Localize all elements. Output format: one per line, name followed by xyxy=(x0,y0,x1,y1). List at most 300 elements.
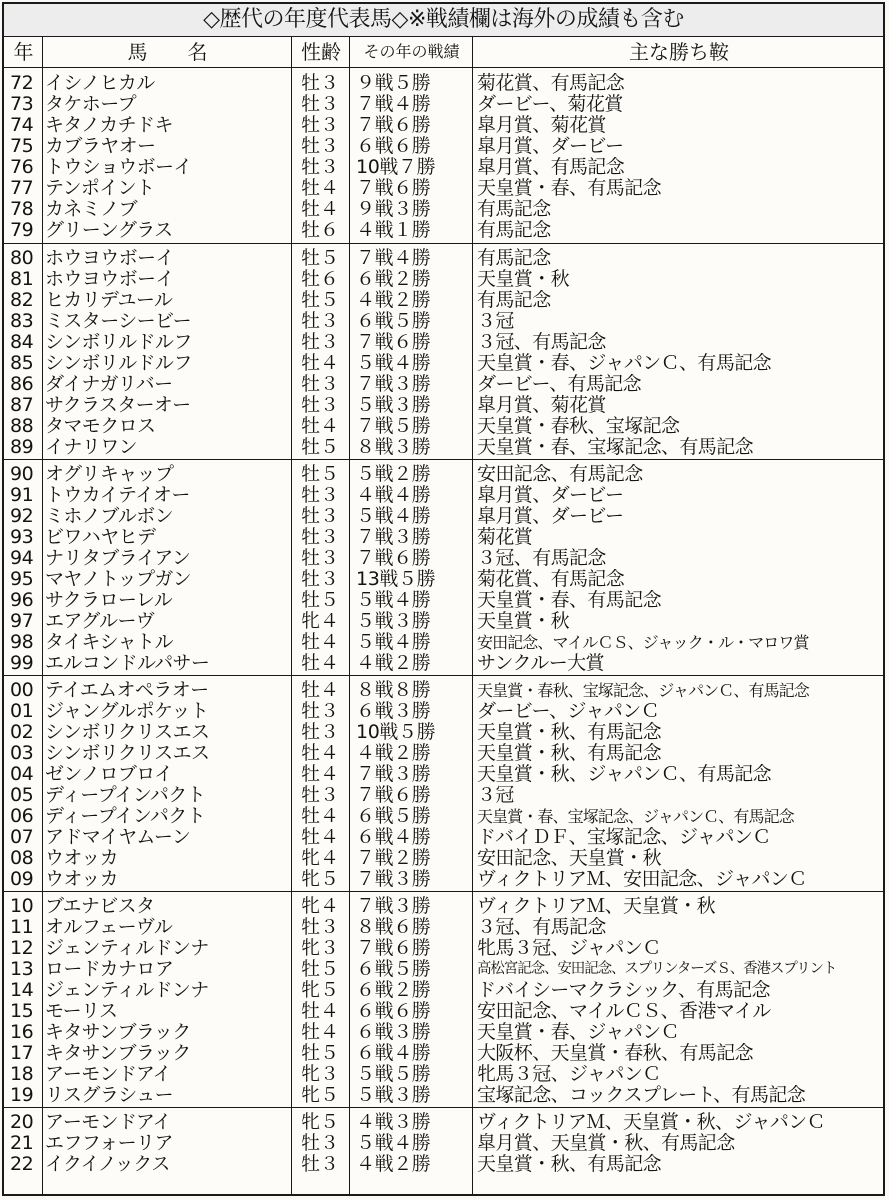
sex-age-cell: 牡３ xyxy=(300,568,339,590)
table-row xyxy=(4,569,883,590)
horse-name-cell: タケホープ xyxy=(45,93,137,115)
wins-cell: 天皇賞・春、宝塚記念、有馬記念 xyxy=(477,436,754,458)
wins-cell: 天皇賞・秋、有馬記念 xyxy=(477,721,662,743)
sex-age-cell: 牡４ xyxy=(300,1021,339,1043)
year-cell: 18 xyxy=(10,1063,34,1085)
table-row xyxy=(4,548,883,569)
record-cell: ４戦２勝 xyxy=(356,742,431,764)
record-cell: ８戦６勝 xyxy=(356,916,431,938)
wins-cell: 天皇賞・春秋、宝塚記念 xyxy=(477,415,680,437)
horse-name-cell: オルフェーヴル xyxy=(45,916,173,938)
table-row xyxy=(4,157,883,178)
year-cell: 76 xyxy=(10,156,34,178)
record-cell: ７戦６勝 xyxy=(356,177,431,199)
wins-cell: 天皇賞・春、ジャパンＣ xyxy=(477,1021,680,1043)
year-cell: 78 xyxy=(10,198,34,220)
sex-age-cell: 牡５ xyxy=(300,589,339,611)
sex-age-cell: 牡３ xyxy=(300,373,339,395)
year-cell: 10 xyxy=(10,895,34,917)
record-cell: ４戦２勝 xyxy=(356,289,431,311)
wins-cell: 天皇賞・春、有馬記念 xyxy=(477,177,662,199)
record-cell: ７戦３勝 xyxy=(356,868,431,890)
horse-name-cell: イナリワン xyxy=(45,436,138,458)
horse-name-cell: ミスターシービー xyxy=(45,310,192,332)
horse-name-cell: ジャングルポケット xyxy=(45,700,209,722)
sex-age-cell: 牡４ xyxy=(300,679,339,701)
award-table xyxy=(2,2,885,1196)
record-cell: ６戦３勝 xyxy=(356,1021,431,1043)
sex-age-cell: 牡５ xyxy=(300,436,339,458)
sex-age-cell: 牡５ xyxy=(300,247,339,269)
horse-name-cell: イシノヒカル xyxy=(45,72,155,94)
horse-name-cell: マヤノトップガン xyxy=(45,568,192,590)
record-cell: ５戦３勝 xyxy=(356,1084,431,1106)
sex-age-cell: 牡４ xyxy=(300,177,339,199)
horse-name-cell: モーリス xyxy=(45,1000,118,1022)
year-cell: 95 xyxy=(10,568,34,590)
year-cell: 94 xyxy=(10,547,34,569)
year-cell: 19 xyxy=(10,1084,34,1106)
wins-cell: ダービー、菊花賞 xyxy=(477,93,623,115)
table-row xyxy=(4,938,883,959)
header-record: その年の戦績 xyxy=(363,42,460,61)
record-cell: ６戦６勝 xyxy=(356,135,431,157)
year-cell: 75 xyxy=(10,135,34,157)
horse-name-cell: キタサンブラック xyxy=(45,1021,191,1043)
sex-age-cell: 牡４ xyxy=(300,1000,339,1022)
table-row xyxy=(4,827,883,848)
year-cell: 02 xyxy=(10,721,34,743)
header-wins: 主な勝ち鞍 xyxy=(629,40,729,64)
sex-age-cell: 牝４ xyxy=(300,895,339,917)
horse-name-cell: グリーングラス xyxy=(45,219,173,241)
decade-group xyxy=(4,891,883,1108)
table-row xyxy=(4,680,883,701)
horse-name-cell: ウオッカ xyxy=(45,847,119,869)
horse-name-cell: ホウヨウボーイ xyxy=(45,268,174,290)
record-cell: ７戦６勝 xyxy=(356,114,431,136)
table-row xyxy=(4,527,883,548)
year-cell: 06 xyxy=(10,805,34,827)
year-cell: 84 xyxy=(10,331,34,353)
horse-name-cell: テンポイント xyxy=(45,177,155,199)
sex-age-cell: 牡５ xyxy=(300,289,339,311)
year-cell: 91 xyxy=(10,484,34,506)
sex-age-cell: 牡３ xyxy=(300,156,339,178)
decade-group xyxy=(4,1107,883,1177)
year-cell: 90 xyxy=(10,463,34,485)
year-cell: 17 xyxy=(10,1042,34,1064)
sex-age-cell: 牡３ xyxy=(300,721,339,743)
sex-age-cell: 牡３ xyxy=(300,72,339,94)
record-cell: ７戦６勝 xyxy=(356,331,431,353)
wins-cell: 牝馬３冠、ジャパンＣ xyxy=(477,937,661,959)
wins-cell: 皐月賞、菊花賞 xyxy=(477,394,606,416)
sex-age-cell: 牡３ xyxy=(300,547,339,569)
horse-name-cell: ビワハヤヒデ xyxy=(45,526,156,548)
record-cell: ６戦６勝 xyxy=(356,1000,431,1022)
year-cell: 86 xyxy=(10,373,34,395)
year-cell: 77 xyxy=(10,177,34,199)
horse-name-cell: アドマイヤムーン xyxy=(45,826,191,848)
sex-age-cell: 牡４ xyxy=(300,198,339,220)
wins-cell: ヴィクトリアＭ、天皇賞・秋 xyxy=(477,895,716,917)
wins-cell: 大阪杯、天皇賞・春秋、有馬記念 xyxy=(477,1042,754,1064)
record-cell: ７戦３勝 xyxy=(356,526,431,548)
record-cell: ７戦５勝 xyxy=(356,415,431,437)
sex-age-cell: 牡４ xyxy=(300,826,339,848)
record-cell: 13戦５勝 xyxy=(356,568,436,590)
year-cell: 89 xyxy=(10,436,34,458)
year-cell: 01 xyxy=(10,700,34,722)
table-row xyxy=(4,220,883,241)
year-cell: 03 xyxy=(10,742,34,764)
table-row xyxy=(4,653,883,674)
table-row xyxy=(4,416,883,437)
horse-name-cell: キタノカチドキ xyxy=(45,114,173,136)
sex-age-cell: 牝５ xyxy=(300,1084,339,1106)
year-cell: 16 xyxy=(10,1021,34,1043)
sex-age-cell: 牝５ xyxy=(300,1111,339,1133)
record-cell: ４戦４勝 xyxy=(356,484,431,506)
sex-age-cell: 牡４ xyxy=(300,352,339,374)
record-cell: ７戦６勝 xyxy=(356,784,431,806)
year-cell: 05 xyxy=(10,784,34,806)
header-horse: 馬 名 xyxy=(127,40,208,64)
wins-cell: 皐月賞、菊花賞 xyxy=(477,114,606,136)
horse-name-cell: ディープインパクト xyxy=(45,805,206,827)
table-row xyxy=(4,248,883,269)
wins-cell: 安田記念、有馬記念 xyxy=(477,463,643,485)
record-cell: ５戦３勝 xyxy=(356,394,431,416)
record-cell: ７戦４勝 xyxy=(356,247,431,269)
year-cell: 20 xyxy=(10,1111,34,1133)
record-cell: ６戦５勝 xyxy=(356,805,431,827)
sex-age-cell: 牡５ xyxy=(300,958,339,980)
year-cell: 81 xyxy=(10,268,34,290)
sex-age-cell: 牡３ xyxy=(300,135,339,157)
table-row xyxy=(4,94,883,115)
horse-name-cell: オグリキャップ xyxy=(45,463,174,485)
year-cell: 98 xyxy=(10,631,34,653)
sex-age-cell: 牡６ xyxy=(300,268,339,290)
record-cell: ５戦４勝 xyxy=(356,352,431,374)
wins-cell: ヴィクトリアＭ、安田記念、ジャパンＣ xyxy=(477,868,807,890)
wins-cell: 天皇賞・秋、ジャパンＣ、有馬記念 xyxy=(477,763,772,785)
wins-cell: 天皇賞・春、有馬記念 xyxy=(477,589,662,611)
record-cell: ６戦５勝 xyxy=(356,310,431,332)
record-cell: ７戦４勝 xyxy=(356,93,431,115)
horse-name-cell: ゼンノロブロイ xyxy=(45,763,173,785)
horse-name-cell: ロードカナロア xyxy=(45,958,174,980)
wins-cell: 有馬記念 xyxy=(477,198,551,220)
horse-name-cell: カネミノブ xyxy=(45,198,138,220)
wins-cell: 天皇賞・春、宝塚記念、ジャパンＣ、有馬記念 xyxy=(477,807,794,826)
year-cell: 11 xyxy=(10,916,34,938)
horse-name-cell: シンボリルドルフ xyxy=(45,331,192,353)
wins-cell: サンクルー大賞 xyxy=(477,652,604,674)
wins-cell: ダービー、ジャパンＣ xyxy=(477,700,660,722)
record-cell: ４戦３勝 xyxy=(356,1111,431,1133)
table-row xyxy=(4,917,883,938)
horse-name-cell: トウショウボーイ xyxy=(45,156,192,178)
year-cell: 22 xyxy=(10,1153,34,1175)
year-cell: 96 xyxy=(10,589,34,611)
horse-name-cell: ウオッカ xyxy=(45,868,119,890)
table-row xyxy=(4,115,883,136)
year-cell: 80 xyxy=(10,247,34,269)
horse-name-cell: カブラヤオー xyxy=(45,135,156,157)
record-cell: ５戦４勝 xyxy=(356,631,431,653)
horse-name-cell: アーモンドアイ xyxy=(45,1111,171,1133)
wins-cell: ３冠、有馬記念 xyxy=(477,916,606,938)
header-sex-age: 性齢 xyxy=(301,40,341,64)
sex-age-cell: 牡４ xyxy=(300,652,339,674)
sex-age-cell: 牝４ xyxy=(300,847,339,869)
table-title: ◇歴代の年度代表馬◇※戦績欄は海外の成績も含む xyxy=(4,4,883,37)
wins-cell: 天皇賞・春秋、宝塚記念、ジャパンＣ、有馬記念 xyxy=(477,681,809,700)
horse-name-cell: シンボリクリスエス xyxy=(45,721,210,743)
horse-name-cell: ホウヨウボーイ xyxy=(45,247,174,269)
record-cell: ４戦２勝 xyxy=(356,652,431,674)
decade-group xyxy=(4,243,883,460)
decade-group xyxy=(4,459,883,676)
year-cell: 87 xyxy=(10,394,34,416)
sex-age-cell: 牡３ xyxy=(300,700,339,722)
table-row xyxy=(4,395,883,416)
year-cell: 15 xyxy=(10,1000,34,1022)
record-cell: ５戦４勝 xyxy=(356,589,431,611)
table-row xyxy=(4,1043,883,1064)
sex-age-cell: 牝５ xyxy=(300,979,339,1001)
table-row xyxy=(4,764,883,785)
year-cell: 00 xyxy=(10,679,34,701)
horse-name-cell: エルコンドルパサー xyxy=(45,652,210,674)
horse-name-cell: ジェンティルドンナ xyxy=(45,937,209,959)
table-row xyxy=(4,178,883,199)
horse-name-cell: ブエナビスタ xyxy=(45,895,155,917)
sex-age-cell: 牡４ xyxy=(300,763,339,785)
horse-name-cell: タマモクロス xyxy=(45,415,156,437)
horse-name-cell: エフフォーリア xyxy=(45,1132,173,1154)
table-row xyxy=(4,73,883,94)
table-row xyxy=(4,353,883,374)
horse-name-cell: ヒカリデユール xyxy=(45,289,173,311)
record-cell: ８戦３勝 xyxy=(356,436,431,458)
table-row xyxy=(4,632,883,653)
sex-age-cell: 牡３ xyxy=(300,394,339,416)
table-row xyxy=(4,506,883,527)
table-row xyxy=(4,1133,883,1154)
horse-name-cell: シンボリクリスエス xyxy=(45,742,210,764)
wins-cell: 天皇賞・秋 xyxy=(477,610,570,632)
record-cell: ５戦４勝 xyxy=(356,1132,431,1154)
wins-cell: 天皇賞・秋、有馬記念 xyxy=(477,1153,662,1175)
table-row xyxy=(4,1112,883,1133)
record-cell: ６戦４勝 xyxy=(356,826,431,848)
year-cell: 08 xyxy=(10,847,34,869)
record-cell: ６戦３勝 xyxy=(356,700,431,722)
header-year: 年 xyxy=(13,40,34,64)
sex-age-cell: 牡３ xyxy=(300,114,339,136)
record-cell: ７戦２勝 xyxy=(356,847,431,869)
sex-age-cell: 牝５ xyxy=(300,868,339,890)
decade-group xyxy=(4,675,883,892)
horse-name-cell: イクイノックス xyxy=(45,1153,170,1175)
sex-age-cell: 牡３ xyxy=(300,1153,339,1175)
table-row xyxy=(4,848,883,869)
year-cell: 92 xyxy=(10,505,34,527)
wins-cell: 皐月賞、ダービー xyxy=(477,505,624,527)
table-row xyxy=(4,374,883,395)
horse-name-cell: キタサンブラック xyxy=(45,1042,191,1064)
horse-name-cell: ナリタブライアン xyxy=(45,547,191,569)
sex-age-cell: 牝３ xyxy=(300,1063,339,1085)
sex-age-cell: 牡３ xyxy=(300,484,339,506)
year-cell: 04 xyxy=(10,763,34,785)
year-cell: 73 xyxy=(10,93,34,115)
wins-cell: ３冠、有馬記念 xyxy=(477,547,606,569)
horse-name-cell: リスグラシュー xyxy=(45,1084,174,1106)
sex-age-cell: 牡６ xyxy=(300,219,339,241)
wins-cell: 安田記念、マイルＣＳ、香港マイル xyxy=(477,1000,771,1022)
year-cell: 93 xyxy=(10,526,34,548)
table-row xyxy=(4,701,883,722)
year-cell: 85 xyxy=(10,352,34,374)
record-cell: ４戦１勝 xyxy=(356,219,431,241)
table-row xyxy=(4,485,883,506)
table-row xyxy=(4,959,883,980)
record-cell: 10戦７勝 xyxy=(356,156,436,178)
table-row xyxy=(4,1085,883,1106)
table-row xyxy=(4,269,883,290)
wins-cell: ドバイＤＦ、宝塚記念、ジャパンＣ xyxy=(477,826,771,848)
sex-age-cell: 牝３ xyxy=(300,937,339,959)
wins-cell: 皐月賞、有馬記念 xyxy=(477,156,625,178)
horse-name-cell: エアグルーヴ xyxy=(45,610,155,632)
table-row xyxy=(4,1154,883,1175)
table-row xyxy=(4,722,883,743)
table-row xyxy=(4,869,883,890)
table-row xyxy=(4,1022,883,1043)
sex-age-cell: 牡４ xyxy=(300,742,339,764)
wins-cell: ヴィクトリアＭ、天皇賞・秋、ジャパンＣ xyxy=(477,1111,826,1133)
year-cell: 07 xyxy=(10,826,34,848)
year-cell: 09 xyxy=(10,868,34,890)
wins-cell: 皐月賞、ダービー xyxy=(477,484,624,506)
record-cell: ４戦２勝 xyxy=(356,1153,431,1175)
table-row xyxy=(4,590,883,611)
sex-age-cell: 牡３ xyxy=(300,784,339,806)
record-cell: ７戦３勝 xyxy=(356,895,431,917)
record-cell: ５戦４勝 xyxy=(356,505,431,527)
year-cell: 83 xyxy=(10,310,34,332)
wins-cell: 有馬記念 xyxy=(477,247,551,269)
decade-group xyxy=(4,69,883,243)
year-cell: 14 xyxy=(10,979,34,1001)
wins-cell: 安田記念、マイルＣＳ、ジャック・ル・マロワ賞 xyxy=(477,633,809,652)
table-header xyxy=(4,37,883,68)
table-row xyxy=(4,1001,883,1022)
wins-cell: 天皇賞・春、ジャパンＣ、有馬記念 xyxy=(477,352,772,374)
record-cell: ６戦２勝 xyxy=(356,268,431,290)
horse-name-cell: ダイナガリバー xyxy=(45,373,173,395)
record-cell: ８戦８勝 xyxy=(356,679,431,701)
sex-age-cell: 牡５ xyxy=(300,1042,339,1064)
year-cell: 88 xyxy=(10,415,34,437)
horse-name-cell: ミホノブルボン xyxy=(45,505,174,527)
year-cell: 79 xyxy=(10,219,34,241)
wins-cell: 牝馬３冠、ジャパンＣ xyxy=(477,1063,661,1085)
year-cell: 82 xyxy=(10,289,34,311)
wins-cell: 宝塚記念、コックスプレート、有馬記念 xyxy=(477,1084,806,1106)
year-cell: 21 xyxy=(10,1132,34,1154)
sex-age-cell: 牡３ xyxy=(300,526,339,548)
wins-cell: ダービー、有馬記念 xyxy=(477,373,642,395)
horse-name-cell: トウカイテイオー xyxy=(45,484,190,506)
record-cell: ６戦４勝 xyxy=(356,1042,431,1064)
wins-cell: ３冠 xyxy=(477,784,514,806)
year-cell: 97 xyxy=(10,610,34,632)
table-row xyxy=(4,136,883,157)
year-cell: 12 xyxy=(10,937,34,959)
table-row xyxy=(4,332,883,353)
sex-age-cell: 牝４ xyxy=(300,610,339,632)
sex-age-cell: 牡３ xyxy=(300,1132,339,1154)
year-cell: 13 xyxy=(10,958,34,980)
record-cell: 10戦５勝 xyxy=(356,721,436,743)
horse-name-cell: アーモンドアイ xyxy=(45,1063,171,1085)
wins-cell: 天皇賞・秋、有馬記念 xyxy=(477,742,662,764)
table-row xyxy=(4,896,883,917)
table-row xyxy=(4,311,883,332)
wins-cell: 菊花賞、有馬記念 xyxy=(477,568,625,590)
record-cell: ５戦５勝 xyxy=(356,1063,431,1085)
sex-age-cell: 牡３ xyxy=(300,310,339,332)
year-cell: 74 xyxy=(10,114,34,136)
horse-name-cell: ディープインパクト xyxy=(45,784,206,806)
record-cell: ９戦５勝 xyxy=(356,72,431,94)
table-row xyxy=(4,437,883,458)
horse-name-cell: シンボリルドルフ xyxy=(45,352,192,374)
wins-cell: 有馬記念 xyxy=(477,289,551,311)
wins-cell: 菊花賞 xyxy=(477,526,533,548)
record-cell: ５戦３勝 xyxy=(356,610,431,632)
wins-cell: ３冠 xyxy=(477,310,514,332)
record-cell: ６戦５勝 xyxy=(356,958,431,980)
wins-cell: 菊花賞、有馬記念 xyxy=(477,72,625,94)
record-cell: ７戦３勝 xyxy=(356,373,431,395)
year-cell: 72 xyxy=(10,72,34,94)
sex-age-cell: 牡４ xyxy=(300,805,339,827)
wins-cell: 高松宮記念、安田記念、スプリンターズＳ、香港スプリント xyxy=(477,961,837,977)
sex-age-cell: 牡３ xyxy=(300,505,339,527)
wins-cell: ３冠、有馬記念 xyxy=(477,331,606,353)
table-row xyxy=(4,611,883,632)
table-row xyxy=(4,980,883,1001)
table-row xyxy=(4,464,883,485)
sex-age-cell: 牡３ xyxy=(300,331,339,353)
table-row xyxy=(4,290,883,311)
table-row xyxy=(4,806,883,827)
horse-name-cell: タイキシャトル xyxy=(45,631,173,653)
record-cell: ７戦６勝 xyxy=(356,547,431,569)
record-cell: ５戦２勝 xyxy=(356,463,431,485)
record-cell: ７戦６勝 xyxy=(356,937,431,959)
horse-name-cell: サクラローレル xyxy=(45,589,173,611)
horse-name-cell: テイエムオペラオー xyxy=(45,679,209,701)
sex-age-cell: 牡４ xyxy=(300,631,339,653)
